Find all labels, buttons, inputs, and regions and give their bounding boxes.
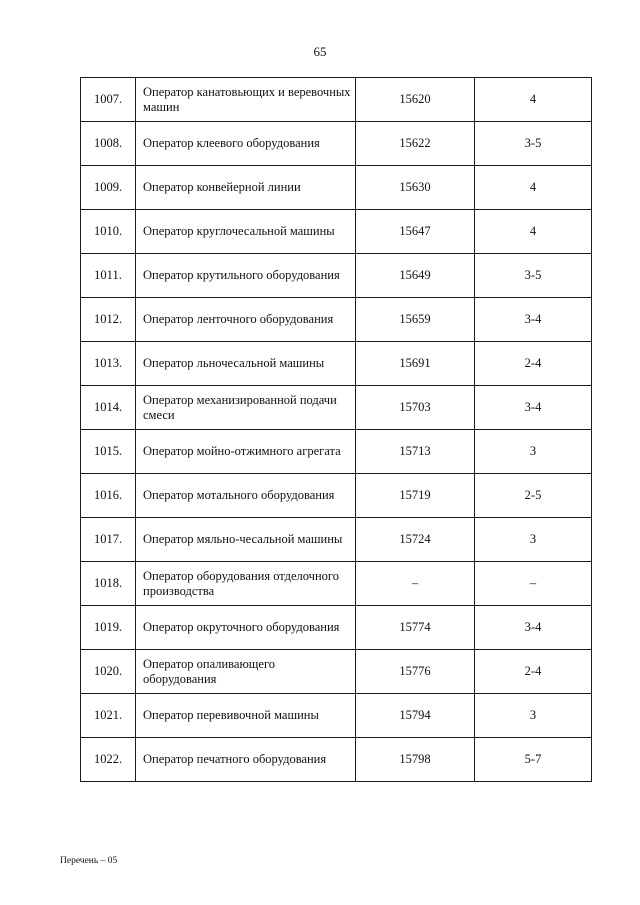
row-number-cell: 1015. bbox=[81, 430, 136, 474]
table-row bbox=[81, 166, 592, 210]
row-number-cell: 1017. bbox=[81, 518, 136, 562]
table-row bbox=[81, 474, 592, 518]
profession-name-cell: Оператор льночесальной машины bbox=[136, 342, 356, 386]
grade-range-cell: 2-4 bbox=[475, 342, 592, 386]
row-number-cell: 1021. bbox=[81, 694, 136, 738]
row-number-cell: 1008. bbox=[81, 122, 136, 166]
table-row bbox=[81, 606, 592, 650]
grade-range-cell: 4 bbox=[475, 166, 592, 210]
row-number-cell: 1014. bbox=[81, 386, 136, 430]
grade-range-cell: 3-5 bbox=[475, 254, 592, 298]
grade-range-cell: 2-5 bbox=[475, 474, 592, 518]
profession-name-cell: Оператор мойно-отжимного агрегата bbox=[136, 430, 356, 474]
grade-range-cell: 3 bbox=[475, 430, 592, 474]
profession-name-cell: Оператор мотального оборудования bbox=[136, 474, 356, 518]
profession-name-cell: Оператор крутильного оборудования bbox=[136, 254, 356, 298]
table-row bbox=[81, 78, 592, 122]
grade-range-cell: 4 bbox=[475, 210, 592, 254]
table-row bbox=[81, 342, 592, 386]
profession-code-cell: 15622 bbox=[356, 122, 475, 166]
row-number-cell: 1010. bbox=[81, 210, 136, 254]
grade-range-cell: 3 bbox=[475, 518, 592, 562]
profession-code-cell: 15724 bbox=[356, 518, 475, 562]
profession-code-cell: – bbox=[356, 562, 475, 606]
profession-code-cell: 15774 bbox=[356, 606, 475, 650]
grade-range-cell: 5-7 bbox=[475, 738, 592, 782]
row-number-cell: 1012. bbox=[81, 298, 136, 342]
profession-name-cell: Оператор круглочесальной машины bbox=[136, 210, 356, 254]
profession-code-cell: 15620 bbox=[356, 78, 475, 122]
profession-table bbox=[80, 77, 592, 782]
profession-code-cell: 15719 bbox=[356, 474, 475, 518]
row-number-cell: 1020. bbox=[81, 650, 136, 694]
row-number-cell: 1009. bbox=[81, 166, 136, 210]
table-row bbox=[81, 298, 592, 342]
page-number: 65 bbox=[313, 44, 327, 59]
profession-name-cell: Оператор окруточного оборудования bbox=[136, 606, 356, 650]
profession-name-cell: Оператор канатовьющих и веревочных машин bbox=[136, 78, 356, 122]
profession-name-cell: Оператор ленточного оборудования bbox=[136, 298, 356, 342]
grade-range-cell: 2-4 bbox=[475, 650, 592, 694]
grade-range-cell: 3-4 bbox=[475, 606, 592, 650]
profession-code-cell: 15776 bbox=[356, 650, 475, 694]
row-number-cell: 1011. bbox=[81, 254, 136, 298]
table-row bbox=[81, 210, 592, 254]
grade-range-cell: 4 bbox=[475, 78, 592, 122]
row-number-cell: 1016. bbox=[81, 474, 136, 518]
document-footer: Перечень – 05 bbox=[60, 856, 118, 866]
profession-name-cell: Оператор опаливающего оборудования bbox=[136, 650, 356, 694]
profession-name-cell: Оператор перевивочной машины bbox=[136, 694, 356, 738]
profession-code-cell: 15691 bbox=[356, 342, 475, 386]
profession-name-cell: Оператор конвейерной линии bbox=[136, 166, 356, 210]
grade-range-cell: – bbox=[475, 562, 592, 606]
profession-name-cell: Оператор механизированной подачи смеси bbox=[136, 386, 356, 430]
profession-name-cell: Оператор мяльно-чесальной машины bbox=[136, 518, 356, 562]
grade-range-cell: 3-4 bbox=[475, 386, 592, 430]
profession-code-cell: 15649 bbox=[356, 254, 475, 298]
table-row bbox=[81, 430, 592, 474]
profession-code-cell: 15798 bbox=[356, 738, 475, 782]
grade-range-cell: 3-5 bbox=[475, 122, 592, 166]
row-number-cell: 1019. bbox=[81, 606, 136, 650]
profession-name-cell: Оператор клеевого оборудования bbox=[136, 122, 356, 166]
table-row bbox=[81, 386, 592, 430]
table-row bbox=[81, 562, 592, 606]
table-row bbox=[81, 738, 592, 782]
grade-range-cell: 3 bbox=[475, 694, 592, 738]
profession-code-cell: 15647 bbox=[356, 210, 475, 254]
profession-name-cell: Оператор печатного оборудования bbox=[136, 738, 356, 782]
row-number-cell: 1018. bbox=[81, 562, 136, 606]
row-number-cell: 1007. bbox=[81, 78, 136, 122]
profession-code-cell: 15630 bbox=[356, 166, 475, 210]
table-row bbox=[81, 122, 592, 166]
table-row bbox=[81, 650, 592, 694]
profession-code-cell: 15659 bbox=[356, 298, 475, 342]
table-row bbox=[81, 518, 592, 562]
table-row bbox=[81, 694, 592, 738]
profession-name-cell: Оператор оборудования отделочного производства bbox=[136, 562, 356, 606]
table-body bbox=[81, 78, 592, 782]
profession-code-cell: 15794 bbox=[356, 694, 475, 738]
row-number-cell: 1022. bbox=[81, 738, 136, 782]
profession-code-cell: 15703 bbox=[356, 386, 475, 430]
grade-range-cell: 3-4 bbox=[475, 298, 592, 342]
table-row bbox=[81, 254, 592, 298]
row-number-cell: 1013. bbox=[81, 342, 136, 386]
profession-code-cell: 15713 bbox=[356, 430, 475, 474]
